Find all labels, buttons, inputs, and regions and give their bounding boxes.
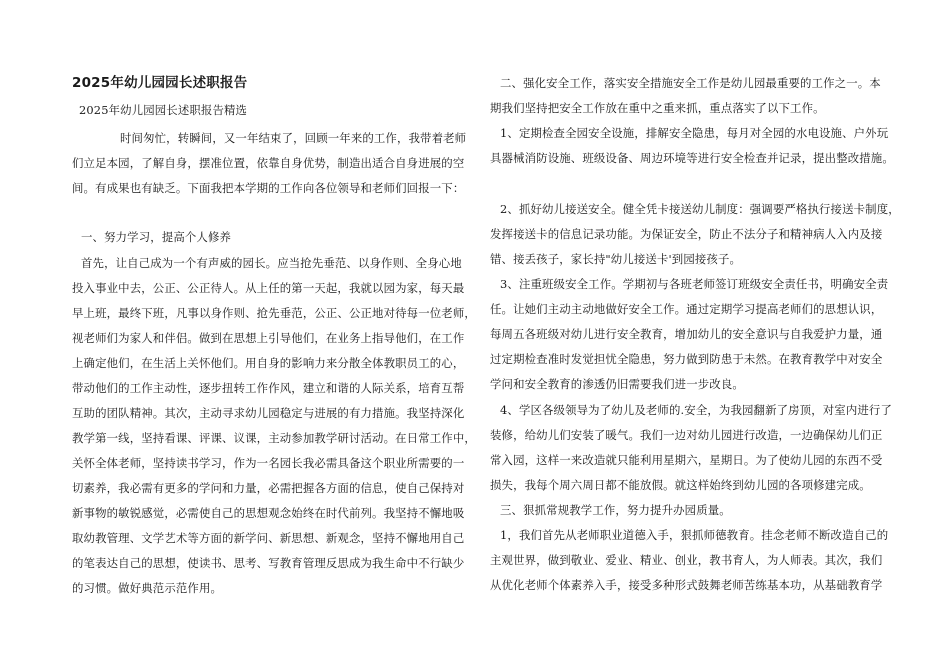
paragraph-line: 投入事业中去，公正、公正待人。从上任的第一天起，我就以园为家，每天最 bbox=[72, 281, 465, 295]
section-heading: 三、狠抓常规教学工作，努力提升办园质量。 bbox=[500, 503, 731, 517]
paragraph-line: 带动他们的工作主动性，逐步扭转工作作风，建立和谐的人际关系，培育互帮 bbox=[72, 381, 465, 395]
paragraph-line: 期我们坚持把安全工作放在重中之重来抓，重点落实了以下工作。 bbox=[490, 101, 825, 115]
paragraph-line: 早上班，最终下班，凡事以身作则、抢先垂范，公正、公正地对待每一位老师， bbox=[72, 306, 476, 320]
paragraph-line: 任。让她们主动主动地做好安全工作。通过定期学习提高老师们的思想认识， bbox=[490, 302, 883, 316]
paragraph-line: 学问和安全教育的渗透仍旧需要我们进一步改良。 bbox=[490, 377, 744, 391]
section-heading: 一、努力学习，提高个人修养 bbox=[81, 230, 232, 244]
document-title: 2025年幼儿园园长述职报告 bbox=[72, 75, 248, 91]
paragraph-line: 发挥接送卡的信息记录功能。为保证安全，防止不法分子和精神病人入内及接 bbox=[490, 227, 883, 241]
paragraph-line: 新事物的敏锐感觉，必需使自己的思想观念始终在时代前列。我坚持不懈地吸 bbox=[72, 506, 465, 520]
paragraph-line: 取幼教管理、文学艺术等方面的新学问、新思想、新观念，坚持不懈地用自己 bbox=[72, 531, 465, 545]
paragraph-line: 1、定期检查全园安全设施，排解安全隐患，每月对全园的水电设施、户外玩 bbox=[500, 126, 889, 140]
paragraph-line: 时间匆忙，转瞬间，又一年结束了，回顾一年来的工作，我带着老师 bbox=[120, 131, 467, 145]
paragraph-line: 切素养，我必需有更多的学问和力量，必需把握各方面的信息，使自己保持对 bbox=[72, 481, 465, 495]
paragraph-line: 首先，让自己成为一个有声威的园长。应当抢先垂范、以身作则、全身心地 bbox=[81, 256, 462, 270]
paragraph-line: 具器械消防设施、班级设备、周边环境等进行安全检查并记录，提出整改措施。 bbox=[490, 151, 894, 165]
paragraph-line: 从优化老师个体素养入手，接受多种形式鼓舞老师苦练基本功，从基础教育学 bbox=[490, 578, 883, 592]
paragraph-line: 主观世界，做到敬业、爱业、精业、创业，教书育人，为人师表。其次，我们 bbox=[490, 553, 883, 567]
paragraph-line: 视老师们为家人和伴侣。做到在思想上引导他们，在业务上指导他们，在工作 bbox=[72, 331, 465, 345]
paragraph-line: 3、注重班级安全工作。学期初与各班老师签订班级安全责任书，明确安全责 bbox=[500, 277, 889, 291]
paragraph-line: 2、抓好幼儿接送安全。健全凭卡接送幼儿制度：强调要严格执行接送卡制度， bbox=[500, 202, 900, 216]
paragraph-line: 互助的团队精神。其次，主动寻求幼儿园稳定与进展的有力措施。我坚持深化 bbox=[72, 406, 465, 420]
paragraph-line: 过定期检查准时发觉担忧全隐患，努力做到防患于未然。在教育教学中对安全 bbox=[490, 352, 883, 366]
paragraph-line: 教学第一线，坚持看课、评课、议课，主动参加教学研讨活动。在日常工作中， bbox=[72, 431, 476, 445]
paragraph-line: 间。有成果也有缺乏。下面我把本学期的工作向各位领导和老师们回报一下： bbox=[72, 181, 465, 195]
paragraph-line: 们立足本园，了解自身，摆准位置，依靠自身优势，制造出适合自身进展的空 bbox=[72, 156, 465, 170]
paragraph-line: 上确定他们，在生活上关怀他们。用自身的影响力来分散全体教职员工的心， bbox=[72, 356, 465, 370]
paragraph-line: 4、学区各级领导为了幼儿及老师的.安全，为我园翻新了房顶，对室内进行了 bbox=[500, 403, 893, 417]
paragraph-line: 损失，我每个周六周日都不能放假。就这样始终到幼儿园的各项修建完成。 bbox=[490, 478, 871, 492]
section-heading: 二、强化安全工作，落实安全措施安全工作是幼儿园最重要的工作之一。本 bbox=[500, 76, 881, 90]
subtitle-line: 2025年幼儿园园长述职报告精选 bbox=[79, 103, 248, 117]
paragraph-line: 每周五各班级对幼儿进行安全教育，增加幼儿的安全意识与自我爱护力量，通 bbox=[490, 327, 883, 341]
paragraph-line: 装修，给幼儿们安装了暖气。我们一边对幼儿园进行改造，一边确保幼儿们正 bbox=[490, 428, 883, 442]
paragraph-line: 的习惯。做好典范示范作用。 bbox=[72, 581, 223, 595]
paragraph-line: 错、接丢孩子，家长持"幼儿接送卡'到园接孩子。 bbox=[490, 252, 742, 266]
paragraph-line: 1，我们首先从老师职业道德入手，狠抓师德教育。挂念老师不断改造自己的 bbox=[500, 528, 889, 542]
paragraph-line: 的笔表达自己的思想，使读书、思考、写教育管理反思成为我生命中不行缺少 bbox=[72, 556, 465, 570]
paragraph-line: 关怀全体老师，坚持读书学习，作为一名园长我必需具备这个职业所需要的一 bbox=[72, 456, 465, 470]
paragraph-line: 常入园，这样一来改造就只能利用星期六，星期日。为了使幼儿园的东西不受 bbox=[490, 453, 883, 467]
